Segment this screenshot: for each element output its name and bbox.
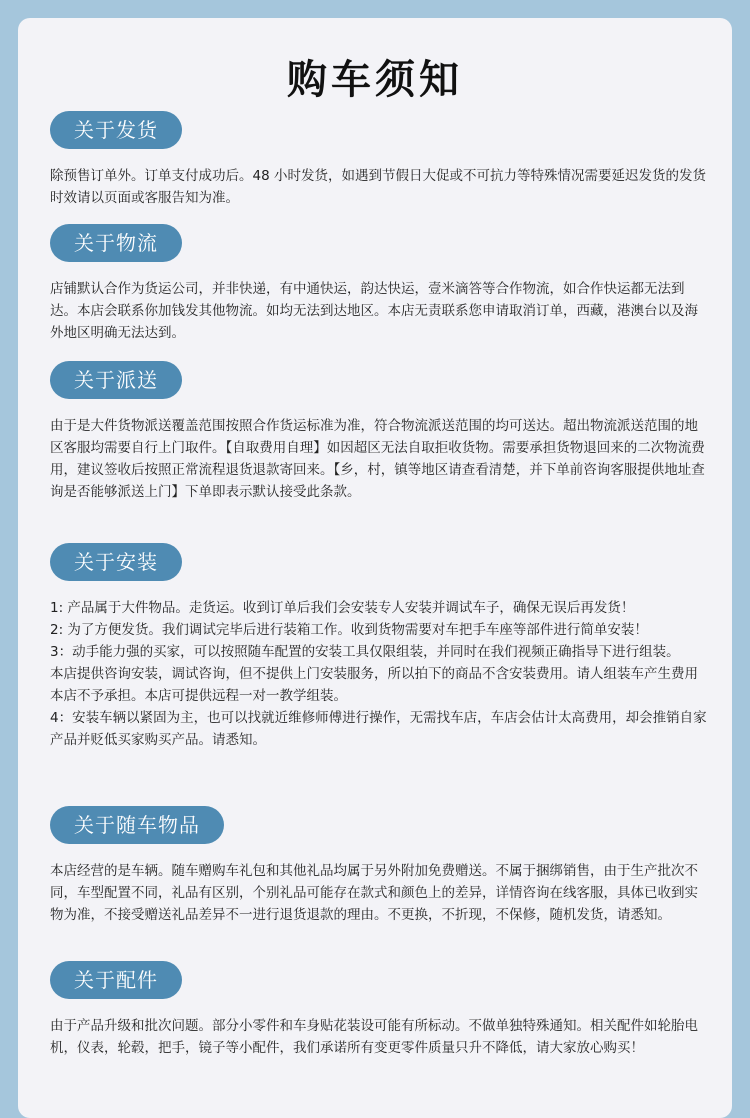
section-heading-logistics: 关于物流 xyxy=(50,224,182,262)
section-body-gifts xyxy=(50,860,710,926)
section-logistics xyxy=(50,224,710,344)
section-body-installation xyxy=(50,597,710,751)
section-installation xyxy=(50,543,710,751)
section-heading-installation: 关于安装 xyxy=(50,543,182,581)
page-title: 购车须知 xyxy=(287,57,463,103)
section-shipping xyxy=(50,111,710,209)
section-delivery xyxy=(50,361,710,503)
section-accessories-gifts xyxy=(50,806,710,926)
section-body-parts xyxy=(50,1015,710,1059)
section-body-delivery xyxy=(50,415,710,503)
section-heading-delivery: 关于派送 xyxy=(50,361,182,399)
section-heading-shipping: 关于发货 xyxy=(50,111,182,149)
paragraph: 由于产品升级和批次问题。部分小零件和车身贴花装设可能有所标动。不做单独特殊通知。相关配件如轮胎电机，仪表，轮毂，把手，镜子等小配件，我们承诺所有变更零件质量只升不降低，请大家放心购买！ xyxy=(50,1018,698,1056)
section-body-logistics xyxy=(50,278,710,344)
section-body-shipping xyxy=(50,165,710,209)
paragraph: 本店经营的是车辆。随车赠购车礼包和其他礼品均属于另外附加免费赠送。不属于捆绑销售，由于生产批次不同，车型配置不同，礼品有区别，个别礼品可能存在款式和颜色上的差异，详情咨询在线客服，具体已收到实物为准，不接受赠送礼品差异不一进行退货退款的理由。不更换，不折现，不保修，随机发货，请悉知。 xyxy=(50,863,698,923)
paragraph: 1: 产品属于大件物品。走货运。收到订单后我们会安装专人安装并调试车子，确保无误后再发货！ xyxy=(50,600,635,616)
notice-card xyxy=(18,18,732,1118)
paragraph: 4：安装车辆以紧固为主，也可以找就近维修师傅进行操作，无需找车店，车店会估计太高费用，却会推销自家产品并贬低买家购买产品。请悉知。 xyxy=(50,710,707,748)
paragraph: 由于是大件货物派送覆盖范围按照合作货运标准为准，符合物流派送范围的均可送达。超出物流派送范围的地区客服均需要自行上门取件。【自取费用自理】如因超区无法自取拒收货物。需要承担货物退回来的二次物流费用，建议签收后按照正常流程退货退款寄回来。【乡，村，镇等地区请查看清楚，并下单前咨询客服提供地址查询是否能够派送上门】下单即表示默认接受此条款。 xyxy=(50,418,705,500)
paragraph: 3：动手能力强的买家，可以按照随车配置的安装工具仅限组装，并同时在我们视频正确指导下进行组装。 xyxy=(50,644,680,660)
paragraph: 2: 为了方便发货。我们调试完毕后进行装箱工作。收到货物需要对车把手车座等部件进行简单安装！ xyxy=(50,622,648,638)
paragraph: 店铺默认合作为货运公司，并非快递，有中通快运，韵达快运，壹米滴答等合作物流，如合作快运都无法到达。本店会联系你加钱发其他物流。如均无法到达地区。本店无责联系您申请取消订单，西藏，港澳台以及海外地区明确无法达到。 xyxy=(50,281,698,341)
section-heading-gifts: 关于随车物品 xyxy=(50,806,224,844)
paragraph: 本店不予承担。本店可提供远程一对一教学组装。 xyxy=(50,688,347,704)
section-parts xyxy=(50,961,710,1059)
paragraph: 本店提供咨询安装，调试咨询，但不提供上门安装服务，所以拍下的商品不含安装费用。请人组装车产生费用 xyxy=(50,666,698,682)
section-heading-parts: 关于配件 xyxy=(50,961,182,999)
paragraph: 除预售订单外。订单支付成功后。48 小时发货，如遇到节假日大促或不可抗力等特殊情况需要延迟发货的发货时效请以页面或客服告知为准。 xyxy=(50,168,706,206)
